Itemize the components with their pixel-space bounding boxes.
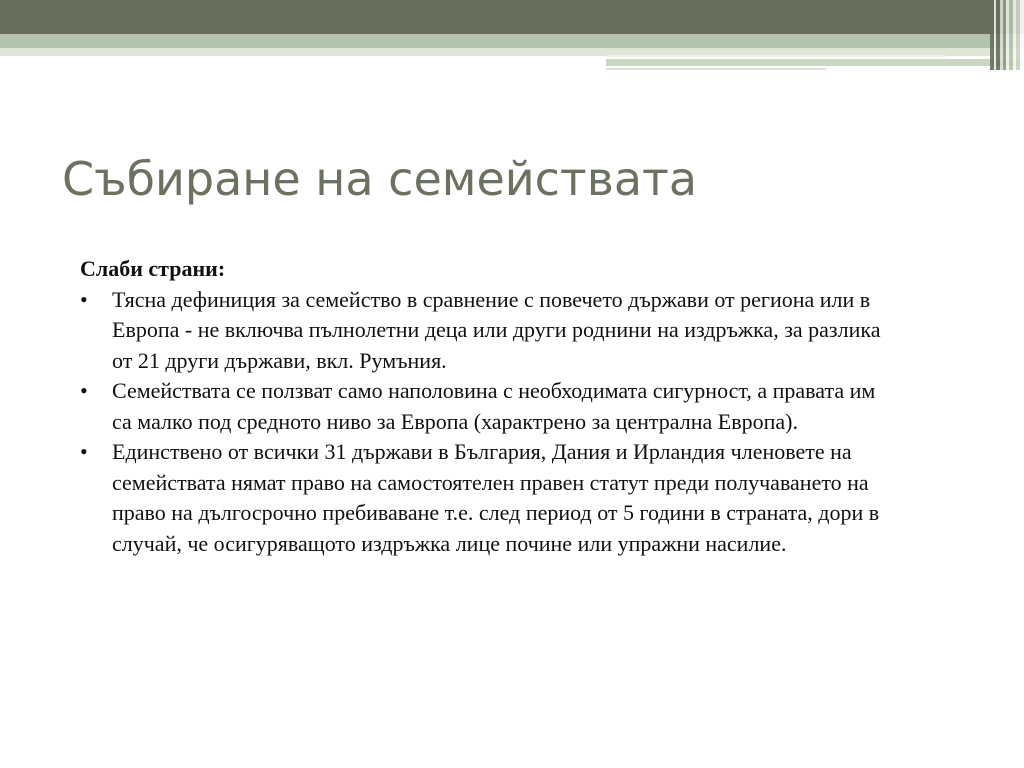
bullet-item xyxy=(80,285,900,377)
bullet-text: Семействата се ползват само наполовина с необходимата сигурност, а правата им са малко под средното ниво за Европа (характрено за централна Европа). xyxy=(112,378,876,434)
header-accent-line-thin xyxy=(606,68,826,70)
bullet-icon: • xyxy=(80,286,88,312)
header-accent-line xyxy=(606,59,1024,66)
slide-body xyxy=(80,254,900,559)
header-accent-line-top xyxy=(606,55,946,57)
bullet-text: Единствено от всички 31 държави в България, Дания и Ирландия членовете на семействата нямат право на самостоятелен правен статут преди получаването на право на дългосрочно пребиваване т.е. след период от 5 години в страната, дори в случай, че осигуряващото издръжка лице почине или упражни насилие. xyxy=(112,439,880,556)
subheading: Слаби страни: xyxy=(80,256,226,281)
bullet-item xyxy=(80,437,900,559)
bullet-icon: • xyxy=(80,378,88,403)
bullet-icon: • xyxy=(80,439,88,464)
header-band-light xyxy=(0,34,1024,48)
bullet-item xyxy=(80,376,900,437)
bullet-text: Тясна дефиниция за семейство в сравнение с повечето държави от региона или в Европа - не включва пълнолетни деца или други роднини на издръжка, за разлика от 21 други държави, вкл. Румъния. xyxy=(112,286,881,373)
header-band-dark xyxy=(0,0,1024,34)
slide-title: Събиране на семействата xyxy=(62,152,698,206)
bullet-list xyxy=(80,285,900,560)
corner-stripes-decoration xyxy=(990,0,1024,70)
